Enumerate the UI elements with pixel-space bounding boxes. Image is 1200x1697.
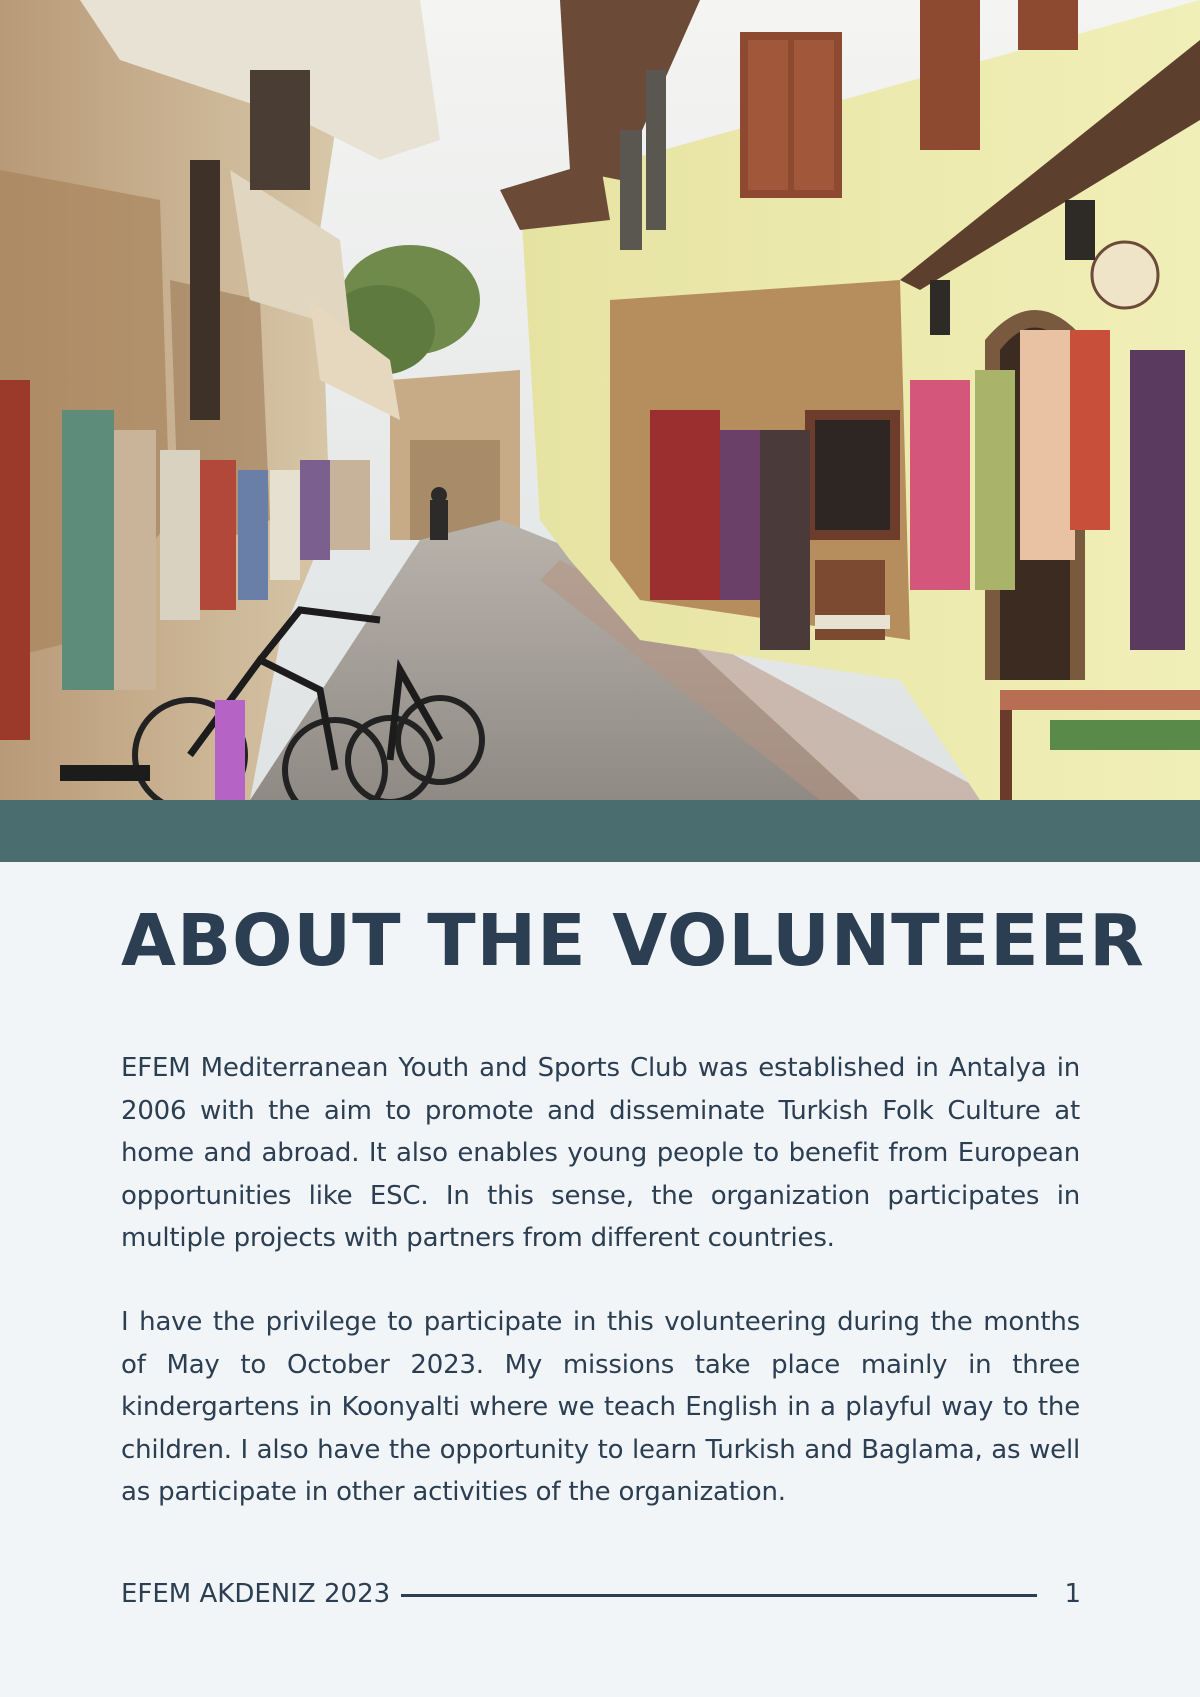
accent-band [0,800,1200,862]
page-title: ABOUT THE VOLUNTEEER [121,899,1145,982]
body-paragraph-2: I have the privilege to participate in this volunteering during the months of May to October 2023. My missions take place mainly in three kindergartens in Koonyalti where we teach English in a playful way to the children. I also have the opportunity to learn Turkish and Baglama, as well as participate in other activities of the organization. [121,1307,1080,1507]
hero-photo [0,0,1200,800]
footer-divider [401,1594,1037,1597]
body-paragraph-1: EFEM Mediterranean Youth and Sports Club was established in Antalya in 2006 with the aim to promote and disseminate Turkish Folk Culture at home and abroad. It also enables young people to benefit from European opportunities like ESC. In this sense, the organization participates in multiple projects with partners from different countries. [121,1053,1080,1253]
footer-brand: EFEM AKDENIZ 2023 [121,1579,391,1609]
page-number: 1 [1064,1579,1081,1609]
page-footer [121,1578,1081,1610]
